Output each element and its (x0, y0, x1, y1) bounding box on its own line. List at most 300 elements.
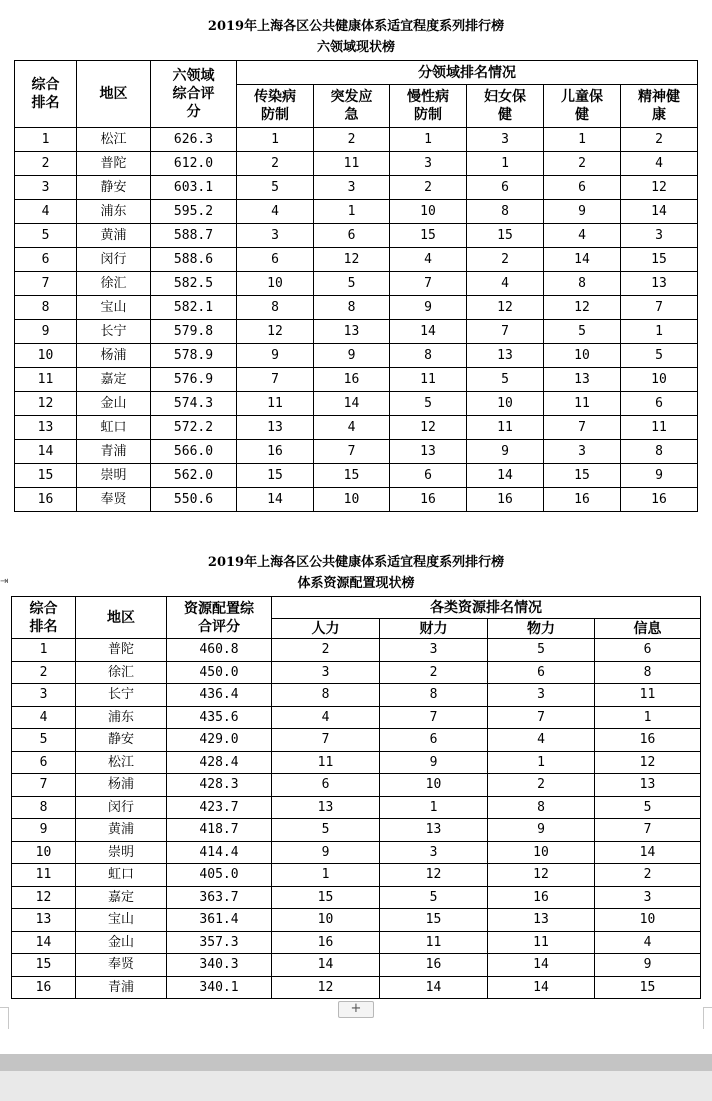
rank-value-cell[interactable]: 12 (272, 976, 380, 999)
rank-value-cell[interactable]: 6 (380, 729, 488, 752)
district-cell[interactable]: 奉贤 (77, 488, 151, 512)
score-cell[interactable]: 595.2 (151, 200, 237, 224)
rank-value-cell[interactable]: 15 (314, 464, 390, 488)
district-cell[interactable]: 虹口 (76, 864, 167, 887)
rank-value-cell[interactable]: 10 (272, 909, 380, 932)
score-cell[interactable]: 603.1 (151, 176, 237, 200)
rank-value-cell[interactable]: 11 (595, 684, 701, 707)
score-cell[interactable]: 436.4 (167, 684, 272, 707)
rank-value-cell[interactable]: 5 (467, 368, 544, 392)
rank-cell[interactable]: 15 (15, 464, 77, 488)
rank-value-cell[interactable]: 1 (314, 200, 390, 224)
rank-value-cell[interactable]: 4 (621, 152, 698, 176)
rank-value-cell[interactable]: 16 (237, 440, 314, 464)
district-cell[interactable]: 宝山 (76, 909, 167, 932)
district-cell[interactable]: 虹口 (77, 416, 151, 440)
rank-value-cell[interactable]: 15 (544, 464, 621, 488)
rank-cell[interactable]: 12 (12, 886, 76, 909)
rank-value-cell[interactable]: 14 (380, 976, 488, 999)
rank-value-cell[interactable]: 14 (272, 954, 380, 977)
district-cell[interactable]: 普陀 (76, 639, 167, 662)
rank-cell[interactable]: 5 (12, 729, 76, 752)
rank-cell[interactable]: 10 (12, 841, 76, 864)
rank-value-cell[interactable]: 1 (544, 128, 621, 152)
district-cell[interactable]: 崇明 (77, 464, 151, 488)
rank-value-cell[interactable]: 14 (467, 464, 544, 488)
rank-value-cell[interactable]: 9 (390, 296, 467, 320)
district-cell[interactable]: 闵行 (76, 796, 167, 819)
rank-value-cell[interactable]: 15 (237, 464, 314, 488)
header-sub-0: 人力 (272, 619, 380, 639)
rank-value-cell[interactable]: 14 (488, 976, 595, 999)
rank-value-cell[interactable]: 12 (488, 864, 595, 887)
district-cell[interactable]: 徐汇 (76, 661, 167, 684)
score-cell[interactable]: 572.2 (151, 416, 237, 440)
rank-value-cell[interactable]: 12 (314, 248, 390, 272)
rank-value-cell[interactable]: 7 (544, 416, 621, 440)
rank-value-cell[interactable]: 11 (237, 392, 314, 416)
rank-value-cell[interactable]: 6 (390, 464, 467, 488)
table-row (12, 751, 701, 774)
district-cell[interactable]: 宝山 (77, 296, 151, 320)
rank-value-cell[interactable]: 10 (237, 272, 314, 296)
score-cell[interactable]: 428.4 (167, 751, 272, 774)
rank-value-cell[interactable]: 16 (272, 931, 380, 954)
header-sub-2: 物力 (488, 619, 595, 639)
rank-value-cell[interactable]: 15 (595, 976, 701, 999)
table-row (15, 224, 698, 248)
rank-value-cell[interactable]: 16 (488, 886, 595, 909)
district-cell[interactable]: 普陀 (77, 152, 151, 176)
rank-value-cell[interactable]: 16 (314, 368, 390, 392)
table-row (12, 774, 701, 797)
rank-cell[interactable]: 11 (12, 864, 76, 887)
rank-value-cell[interactable]: 2 (390, 176, 467, 200)
rank-value-cell[interactable]: 14 (544, 248, 621, 272)
district-cell[interactable]: 嘉定 (77, 368, 151, 392)
rank-value-cell[interactable]: 3 (390, 152, 467, 176)
header-sub-3: 妇女保健 (467, 85, 544, 128)
score-cell[interactable]: 582.5 (151, 272, 237, 296)
rank-value-cell[interactable]: 2 (595, 864, 701, 887)
rank-cell[interactable]: 1 (15, 128, 77, 152)
rank-cell[interactable]: 16 (12, 976, 76, 999)
district-cell[interactable]: 静安 (76, 729, 167, 752)
score-cell[interactable]: 588.7 (151, 224, 237, 248)
district-cell[interactable]: 金山 (76, 931, 167, 954)
table-row (15, 416, 698, 440)
score-cell[interactable]: 363.7 (167, 886, 272, 909)
header-score: 六领域综合评分 (151, 61, 237, 128)
rank-value-cell[interactable]: 16 (390, 488, 467, 512)
rank-value-cell[interactable]: 8 (314, 296, 390, 320)
rank-value-cell[interactable]: 9 (380, 751, 488, 774)
score-cell[interactable]: 579.8 (151, 320, 237, 344)
rank-value-cell[interactable]: 6 (314, 224, 390, 248)
table-row (12, 684, 701, 707)
score-cell[interactable]: 574.3 (151, 392, 237, 416)
district-cell[interactable]: 浦东 (76, 706, 167, 729)
rank-value-cell[interactable]: 9 (272, 841, 380, 864)
rank-value-cell[interactable]: 3 (237, 224, 314, 248)
rank-cell[interactable]: 8 (12, 796, 76, 819)
rank-value-cell[interactable]: 5 (272, 819, 380, 842)
table-row (12, 909, 701, 932)
rank-value-cell[interactable]: 4 (467, 272, 544, 296)
rank-value-cell[interactable]: 16 (621, 488, 698, 512)
rank-value-cell[interactable]: 10 (380, 774, 488, 797)
rank-value-cell[interactable]: 5 (390, 392, 467, 416)
rank-value-cell[interactable]: 3 (314, 176, 390, 200)
header-sub-3: 信息 (595, 619, 701, 639)
rank-value-cell[interactable]: 9 (237, 344, 314, 368)
rank-value-cell[interactable]: 3 (272, 661, 380, 684)
rank-value-cell[interactable]: 13 (621, 272, 698, 296)
rank-value-cell[interactable]: 11 (488, 931, 595, 954)
rank-value-cell[interactable]: 3 (467, 128, 544, 152)
score-cell[interactable]: 361.4 (167, 909, 272, 932)
rank-value-cell[interactable]: 13 (390, 440, 467, 464)
rank-value-cell[interactable]: 2 (488, 774, 595, 797)
rank-value-cell[interactable]: 2 (380, 661, 488, 684)
rank-value-cell[interactable]: 1 (390, 128, 467, 152)
rank-value-cell[interactable]: 2 (467, 248, 544, 272)
rank-value-cell[interactable]: 9 (488, 819, 595, 842)
rank-value-cell[interactable]: 9 (595, 954, 701, 977)
score-cell[interactable]: 576.9 (151, 368, 237, 392)
table-row (15, 488, 698, 512)
rank-value-cell[interactable]: 8 (272, 684, 380, 707)
rank-value-cell[interactable]: 8 (621, 440, 698, 464)
score-cell[interactable]: 428.3 (167, 774, 272, 797)
header-group: 各类资源排名情况 (272, 597, 701, 619)
score-cell[interactable]: 423.7 (167, 796, 272, 819)
rank-value-cell[interactable]: 3 (488, 684, 595, 707)
rank-value-cell[interactable]: 6 (488, 661, 595, 684)
rank-value-cell[interactable]: 6 (595, 639, 701, 662)
table-row (15, 128, 698, 152)
rank-value-cell[interactable]: 12 (380, 864, 488, 887)
district-cell[interactable]: 青浦 (76, 976, 167, 999)
rank-cell[interactable]: 6 (15, 248, 77, 272)
rank-value-cell[interactable]: 7 (380, 706, 488, 729)
district-cell[interactable]: 黄浦 (77, 224, 151, 248)
district-cell[interactable]: 奉贤 (76, 954, 167, 977)
rank-value-cell[interactable]: 9 (621, 464, 698, 488)
rank-value-cell[interactable]: 10 (488, 841, 595, 864)
rank-value-cell[interactable]: 1 (595, 706, 701, 729)
table-row (12, 706, 701, 729)
rank-value-cell[interactable]: 10 (621, 368, 698, 392)
rank-value-cell[interactable]: 6 (544, 176, 621, 200)
rank-value-cell[interactable]: 13 (272, 796, 380, 819)
rank-cell[interactable]: 12 (15, 392, 77, 416)
rank-value-cell[interactable]: 12 (621, 176, 698, 200)
score-cell[interactable]: 460.8 (167, 639, 272, 662)
district-cell[interactable]: 松江 (76, 751, 167, 774)
rank-value-cell[interactable]: 3 (380, 639, 488, 662)
rank-value-cell[interactable]: 10 (467, 392, 544, 416)
rank-value-cell[interactable]: 6 (467, 176, 544, 200)
rank-value-cell[interactable]: 1 (621, 320, 698, 344)
rank-value-cell[interactable]: 4 (390, 248, 467, 272)
rank-value-cell[interactable]: 15 (390, 224, 467, 248)
rank-value-cell[interactable]: 1 (272, 864, 380, 887)
district-cell[interactable]: 杨浦 (76, 774, 167, 797)
score-cell[interactable]: 340.3 (167, 954, 272, 977)
rank-value-cell[interactable]: 7 (272, 729, 380, 752)
district-cell[interactable]: 徐汇 (77, 272, 151, 296)
district-cell[interactable]: 浦东 (77, 200, 151, 224)
score-cell[interactable]: 405.0 (167, 864, 272, 887)
district-cell[interactable]: 杨浦 (77, 344, 151, 368)
table-row (12, 729, 701, 752)
rank-value-cell[interactable]: 9 (314, 344, 390, 368)
rank-cell[interactable]: 9 (15, 320, 77, 344)
rank-value-cell[interactable]: 7 (390, 272, 467, 296)
rank-value-cell[interactable]: 3 (621, 224, 698, 248)
rank-cell[interactable]: 13 (12, 909, 76, 932)
rank-cell[interactable]: 2 (12, 661, 76, 684)
district-cell[interactable]: 长宁 (77, 320, 151, 344)
rank-cell[interactable]: 1 (12, 639, 76, 662)
rank-cell[interactable]: 8 (15, 296, 77, 320)
table-row (15, 320, 698, 344)
rank-cell[interactable]: 6 (12, 751, 76, 774)
rank-value-cell[interactable]: 4 (237, 200, 314, 224)
rank-value-cell[interactable]: 8 (595, 661, 701, 684)
district-cell[interactable]: 闵行 (77, 248, 151, 272)
header-district: 地区 (76, 597, 167, 639)
rank-value-cell[interactable]: 11 (544, 392, 621, 416)
rank-value-cell[interactable]: 8 (544, 272, 621, 296)
rank-cell[interactable]: 16 (15, 488, 77, 512)
rank-value-cell[interactable]: 4 (272, 706, 380, 729)
rank-value-cell[interactable]: 14 (595, 841, 701, 864)
header-sub-1: 突发应急 (314, 85, 390, 128)
rank-value-cell[interactable]: 5 (314, 272, 390, 296)
rank-value-cell[interactable]: 12 (544, 296, 621, 320)
rank-cell[interactable]: 3 (12, 684, 76, 707)
rank-value-cell[interactable]: 8 (380, 684, 488, 707)
score-cell[interactable]: 612.0 (151, 152, 237, 176)
table-row (15, 368, 698, 392)
rank-value-cell[interactable]: 13 (237, 416, 314, 440)
rank-value-cell[interactable]: 3 (544, 440, 621, 464)
rank-value-cell[interactable]: 16 (380, 954, 488, 977)
rank-cell[interactable]: 15 (12, 954, 76, 977)
rank-value-cell[interactable]: 10 (595, 909, 701, 932)
table-row (12, 841, 701, 864)
rank-value-cell[interactable]: 11 (621, 416, 698, 440)
rank-value-cell[interactable]: 13 (544, 368, 621, 392)
rank-value-cell[interactable]: 3 (380, 841, 488, 864)
rank-value-cell[interactable]: 11 (314, 152, 390, 176)
rank-value-cell[interactable]: 1 (237, 128, 314, 152)
rank-value-cell[interactable]: 5 (380, 886, 488, 909)
rank-cell[interactable]: 13 (15, 416, 77, 440)
header-score: 资源配置综合评分 (167, 597, 272, 639)
rank-value-cell[interactable]: 11 (467, 416, 544, 440)
table-row (15, 176, 698, 200)
rank-value-cell[interactable]: 5 (488, 639, 595, 662)
rank-value-cell[interactable]: 10 (390, 200, 467, 224)
rank-cell[interactable]: 5 (15, 224, 77, 248)
rank-value-cell[interactable]: 2 (237, 152, 314, 176)
rank-value-cell[interactable]: 1 (380, 796, 488, 819)
rank-value-cell[interactable]: 10 (314, 488, 390, 512)
table-row (15, 344, 698, 368)
rank-value-cell[interactable]: 14 (488, 954, 595, 977)
table-move-handle-icon[interactable]: ⇥ (0, 576, 9, 587)
rank-value-cell[interactable]: 16 (467, 488, 544, 512)
section2-title: 2019年上海各区公共健康体系适宜程度系列排行榜 (207, 555, 505, 570)
header-rank: 综合排名 (12, 597, 76, 639)
resource-allocation-ranking-table (11, 596, 701, 999)
table-row (15, 440, 698, 464)
rank-value-cell[interactable]: 14 (621, 200, 698, 224)
header-sub-5: 精神健康 (621, 85, 698, 128)
rank-cell[interactable]: 7 (12, 774, 76, 797)
rank-value-cell[interactable]: 8 (467, 200, 544, 224)
rank-value-cell[interactable]: 7 (488, 706, 595, 729)
table-row (12, 819, 701, 842)
district-cell[interactable]: 松江 (77, 128, 151, 152)
table-row (15, 248, 698, 272)
rank-value-cell[interactable]: 7 (237, 368, 314, 392)
rank-value-cell[interactable]: 9 (467, 440, 544, 464)
rank-value-cell[interactable]: 4 (595, 931, 701, 954)
score-cell[interactable]: 550.6 (151, 488, 237, 512)
rank-value-cell[interactable]: 7 (595, 819, 701, 842)
rank-value-cell[interactable]: 2 (272, 639, 380, 662)
district-cell[interactable]: 嘉定 (76, 886, 167, 909)
rank-value-cell[interactable]: 2 (314, 128, 390, 152)
score-cell[interactable]: 626.3 (151, 128, 237, 152)
score-cell[interactable]: 435.6 (167, 706, 272, 729)
rank-cell[interactable]: 10 (15, 344, 77, 368)
rank-value-cell[interactable]: 5 (237, 176, 314, 200)
add-row-button[interactable]: + (338, 1001, 374, 1018)
rank-value-cell[interactable]: 7 (621, 296, 698, 320)
district-cell[interactable]: 金山 (77, 392, 151, 416)
rank-value-cell[interactable]: 9 (544, 200, 621, 224)
header-district: 地区 (77, 61, 151, 128)
rank-value-cell[interactable]: 12 (237, 320, 314, 344)
rank-cell[interactable]: 14 (12, 931, 76, 954)
table-row (15, 464, 698, 488)
rank-cell[interactable]: 2 (15, 152, 77, 176)
rank-cell[interactable]: 4 (12, 706, 76, 729)
rank-value-cell[interactable]: 16 (544, 488, 621, 512)
score-cell[interactable]: 562.0 (151, 464, 237, 488)
rank-value-cell[interactable]: 8 (390, 344, 467, 368)
table-row (12, 864, 701, 887)
margin-mark (8, 1007, 9, 1029)
rank-value-cell[interactable]: 3 (595, 886, 701, 909)
rank-value-cell[interactable]: 6 (237, 248, 314, 272)
rank-value-cell[interactable]: 4 (544, 224, 621, 248)
rank-value-cell[interactable]: 1 (488, 751, 595, 774)
table-row (15, 200, 698, 224)
district-cell[interactable]: 长宁 (76, 684, 167, 707)
rank-cell[interactable]: 3 (15, 176, 77, 200)
rank-value-cell[interactable]: 15 (380, 909, 488, 932)
table-row (15, 296, 698, 320)
rank-value-cell[interactable]: 11 (380, 931, 488, 954)
rank-value-cell[interactable]: 12 (390, 416, 467, 440)
rank-value-cell[interactable]: 4 (314, 416, 390, 440)
rank-value-cell[interactable]: 14 (390, 320, 467, 344)
district-cell[interactable]: 静安 (77, 176, 151, 200)
rank-value-cell[interactable]: 6 (621, 392, 698, 416)
rank-value-cell[interactable]: 5 (621, 344, 698, 368)
district-cell[interactable]: 崇明 (76, 841, 167, 864)
rank-value-cell[interactable]: 15 (272, 886, 380, 909)
district-cell[interactable]: 青浦 (77, 440, 151, 464)
rank-value-cell[interactable]: 15 (467, 224, 544, 248)
rank-value-cell[interactable]: 13 (467, 344, 544, 368)
district-cell[interactable]: 黄浦 (76, 819, 167, 842)
score-cell[interactable]: 582.1 (151, 296, 237, 320)
rank-value-cell[interactable]: 8 (488, 796, 595, 819)
rank-value-cell[interactable]: 13 (488, 909, 595, 932)
rank-cell[interactable]: 11 (15, 368, 77, 392)
table-row (15, 152, 698, 176)
rank-value-cell[interactable]: 5 (544, 320, 621, 344)
rank-value-cell[interactable]: 13 (595, 774, 701, 797)
rank-value-cell[interactable]: 11 (272, 751, 380, 774)
rank-value-cell[interactable]: 14 (314, 392, 390, 416)
rank-cell[interactable]: 14 (15, 440, 77, 464)
rank-cell[interactable]: 4 (15, 200, 77, 224)
score-cell[interactable]: 450.0 (167, 661, 272, 684)
rank-value-cell[interactable]: 14 (237, 488, 314, 512)
rank-value-cell[interactable]: 5 (595, 796, 701, 819)
rank-value-cell[interactable]: 10 (544, 344, 621, 368)
score-cell[interactable]: 414.4 (167, 841, 272, 864)
rank-cell[interactable]: 9 (12, 819, 76, 842)
rank-value-cell[interactable]: 7 (467, 320, 544, 344)
score-cell[interactable]: 418.7 (167, 819, 272, 842)
rank-value-cell[interactable]: 12 (467, 296, 544, 320)
rank-value-cell[interactable]: 1 (467, 152, 544, 176)
header-group: 分领域排名情况 (237, 61, 698, 85)
score-cell[interactable]: 588.6 (151, 248, 237, 272)
rank-value-cell[interactable]: 12 (595, 751, 701, 774)
margin-mark (703, 1007, 704, 1029)
score-cell[interactable]: 566.0 (151, 440, 237, 464)
rank-value-cell[interactable]: 4 (488, 729, 595, 752)
score-cell[interactable]: 357.3 (167, 931, 272, 954)
header-sub-1: 财力 (380, 619, 488, 639)
rank-cell[interactable]: 7 (15, 272, 77, 296)
rank-value-cell[interactable]: 15 (621, 248, 698, 272)
rank-value-cell[interactable]: 16 (595, 729, 701, 752)
rank-value-cell[interactable]: 8 (237, 296, 314, 320)
section2-subtitle: 体系资源配置现状榜 (297, 576, 415, 591)
rank-value-cell[interactable]: 2 (621, 128, 698, 152)
rank-value-cell[interactable]: 7 (314, 440, 390, 464)
rank-value-cell[interactable]: 6 (272, 774, 380, 797)
score-cell[interactable]: 340.1 (167, 976, 272, 999)
score-cell[interactable]: 429.0 (167, 729, 272, 752)
rank-value-cell[interactable]: 13 (314, 320, 390, 344)
rank-value-cell[interactable]: 2 (544, 152, 621, 176)
rank-value-cell[interactable]: 13 (380, 819, 488, 842)
score-cell[interactable]: 578.9 (151, 344, 237, 368)
rank-value-cell[interactable]: 11 (390, 368, 467, 392)
